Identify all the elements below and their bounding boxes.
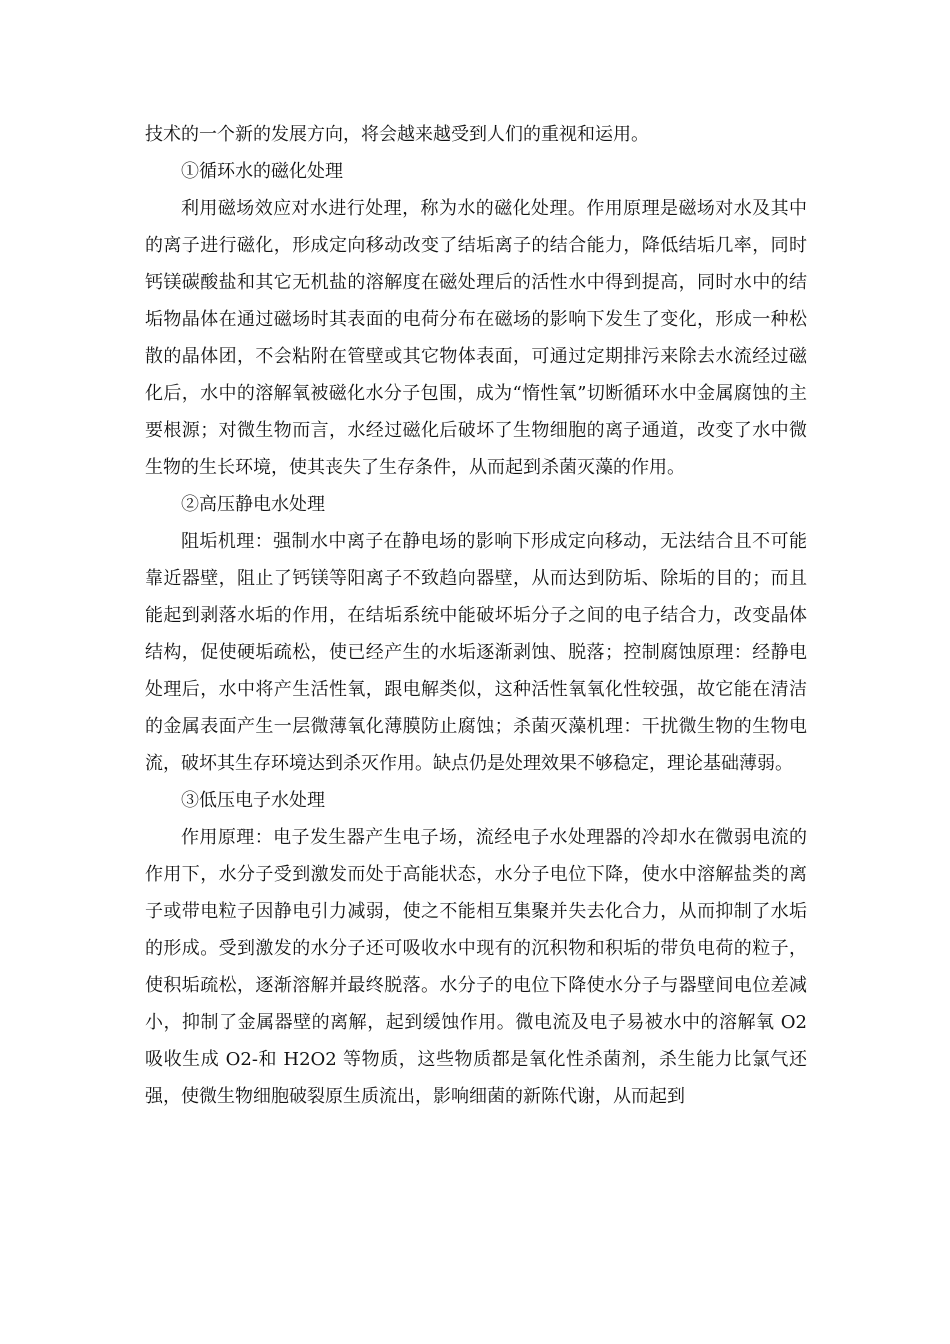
paragraph-continuation: 技术的一个新的发展方向，将会越来越受到人们的重视和运用。 [145, 124, 649, 145]
heading-magnetization: ①循环水的磁化处理 [181, 161, 343, 182]
paragraph-magnetization: 利用磁场效应对水进行处理，称为水的磁化处理。作用原理是磁场对水及其中的离子进行磁化，形成定向移动改变了结垢离子的结合能力，降低结垢几率，同时钙镁碳酸盐和其它无机盐的溶解度在磁处理后的活性水中得到提高，同时水中的结垢物晶体在通过磁场时其表面的电荷分布在磁场的影响下发生了变化，形成一种松散的晶体团，不会粘附在管壁或其它物体表面，可通过定期排污来除去水流经过磁化后，水中的溶解氧被磁化水分子包围，成为“惰性氧”切断循环水中金属腐蚀的主要根源；对微生物而言，水经过磁化后破坏了生物细胞的离子通道，改变了水中微生物的生长环境，使其丧失了生存条件，从而起到杀菌灭藻的作用。 [145, 198, 807, 478]
heading-high-voltage-electrostatic: ②高压静电水处理 [181, 494, 325, 515]
paragraph-low-voltage-electronic: 作用原理：电子发生器产生电子场，流经电子水处理器的冷却水在微弱电流的作用下，水分子受到激发而处于高能状态，水分子电位下降，使水中溶解盐类的离子或带电粒子因静电引力减弱，使之不能相互集聚并失去化合力，从而抑制了水垢的形成。受到激发的水分子还可吸收水中现有的沉积物和积垢的带负电荷的粒子，使积垢疏松，逐渐溶解并最终脱落。水分子的电位下降使水分子与器壁间电位差减小，抑制了金属器壁的离解，起到缓蚀作用。微电流及电子易被水中的溶解氧 O2 吸收生成 O2-和 H2O2 等物质，这些物质都是氧化性杀菌剂，杀生能力比氯气还强，使微生物细胞破裂原生质流出，影响细菌的新陈代谢，从而起到 [145, 827, 807, 1107]
heading-low-voltage-electronic: ③低压电子水处理 [181, 790, 325, 811]
paragraph-high-voltage-electrostatic: 阻垢机理：强制水中离子在静电场的影响下形成定向移动，无法结合且不可能靠近器壁，阻止了钙镁等阳离子不致趋向器壁，从而达到防垢、除垢的目的；而且能起到剥落水垢的作用，在结垢系统中能破坏垢分子之间的电子结合力，改变晶体结构，促使硬垢疏松，使已经产生的水垢逐渐剥蚀、脱落；控制腐蚀原理：经静电处理后，水中将产生活性氧，跟电解类似，这种活性氧氧化性较强，故它能在清洁的金属表面产生一层微薄氧化薄膜防止腐蚀；杀菌灭藻机理：干扰微生物的生物电流，破坏其生存环境达到杀灭作用。缺点仍是处理效果不够稳定，理论基础薄弱。 [145, 531, 807, 774]
document-body [145, 116, 807, 1115]
